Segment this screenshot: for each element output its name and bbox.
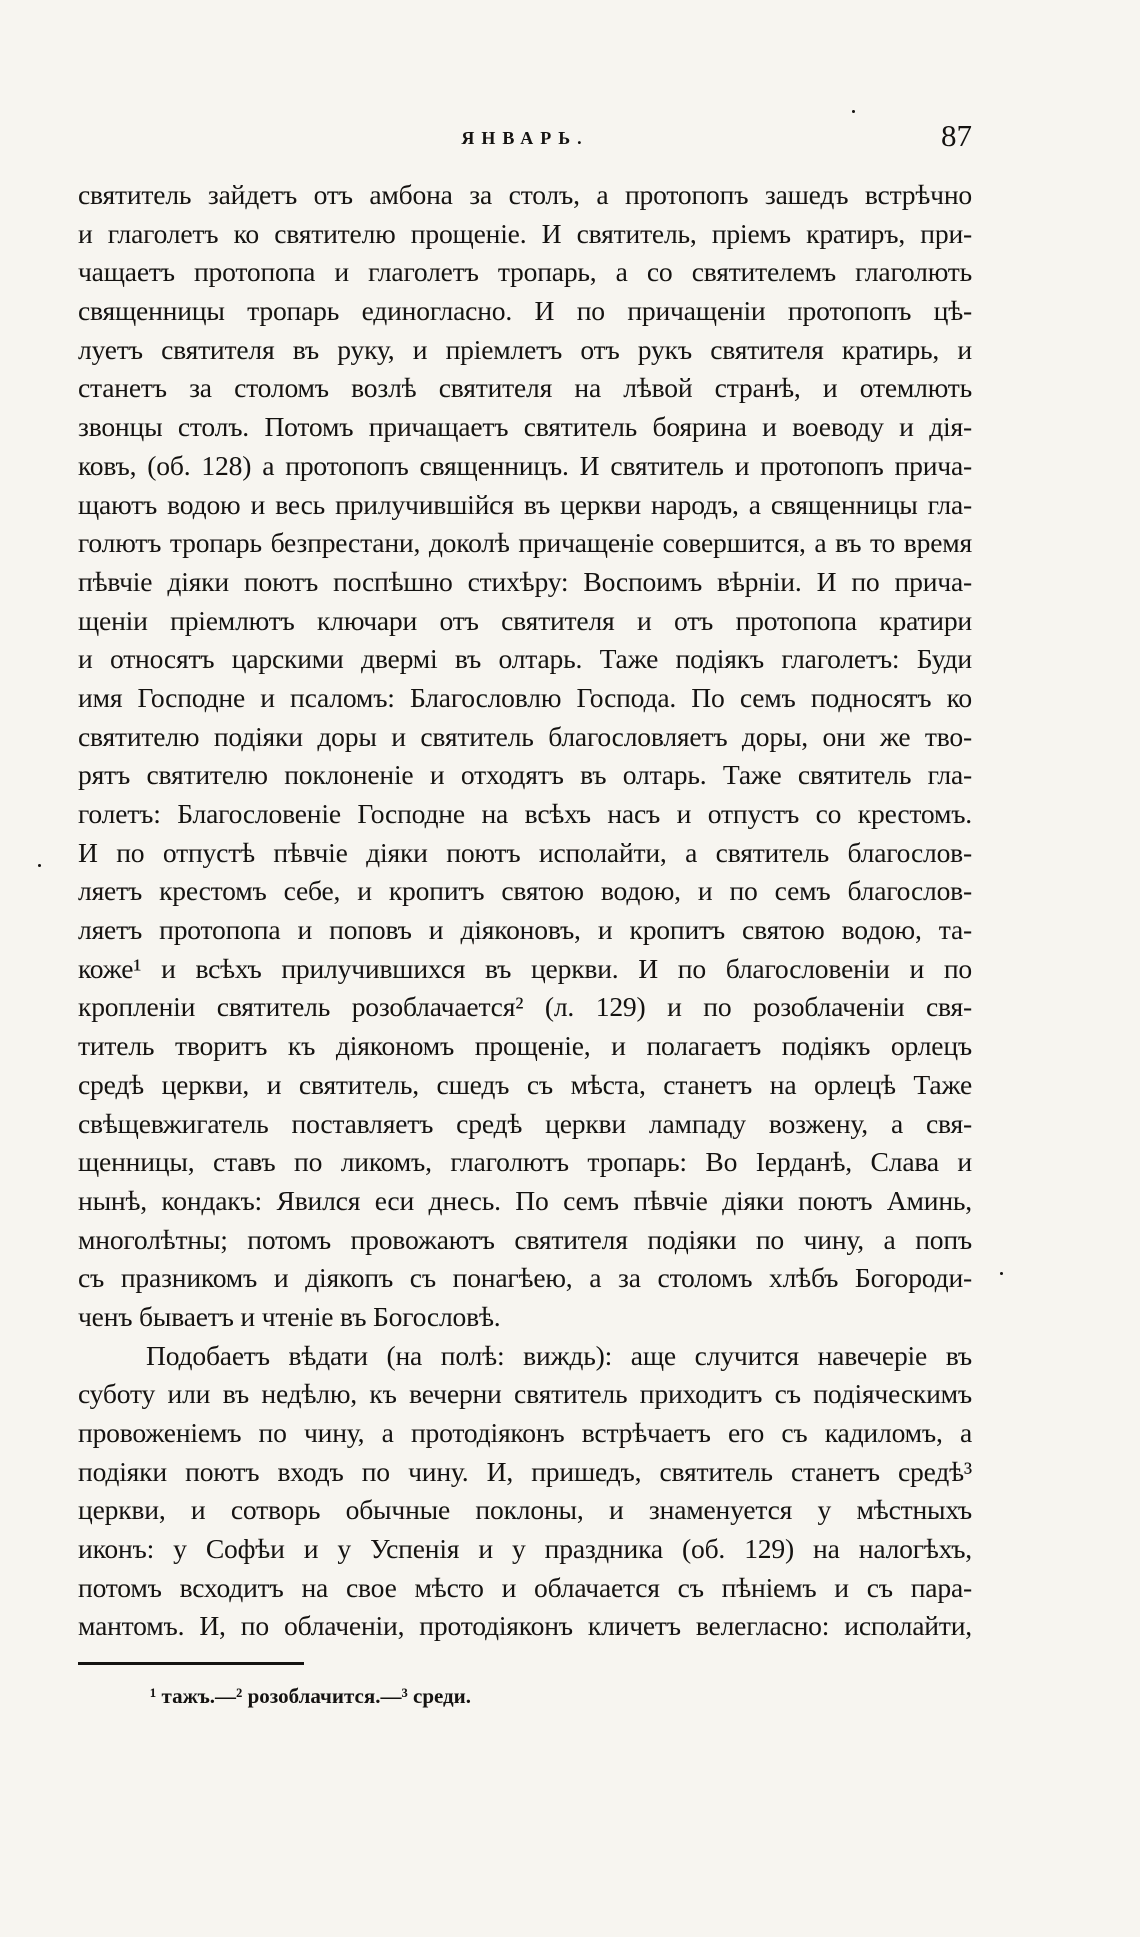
text-line: потомъ всходитъ на свое мѣсто и облачается съ пѣніемъ и съ пара- (78, 1571, 972, 1603)
page-header (78, 118, 972, 158)
running-title: ЯНВАРЬ. (461, 128, 589, 148)
footnote: ¹ тажъ.—² розоблачится.—³ среди. (150, 1684, 472, 1708)
text-line: многолѣтны; потомъ провожаютъ святителя подіяки по чину, а попъ (78, 1223, 972, 1255)
text-line: церкви, и сотворь обычные поклоны, и знаменуется у мѣстныхъ (78, 1494, 972, 1526)
ink-speck (1000, 1272, 1003, 1275)
text-line: голетъ: Благословеніе Господне на всѣхъ насъ и отпустъ со крестомъ. (78, 798, 972, 829)
text-line: средѣ церкви, и святитель, сшедъ съ мѣста, станетъ на орлецѣ Таже (78, 1068, 972, 1100)
text-line: провоженіемъ по чину, а протодіяконъ встрѣчаетъ его съ кадиломъ, а (78, 1417, 972, 1448)
text-line: И по отпустѣ пѣвчіе діяки поютъ исполайти, а святитель благослов- (78, 836, 972, 868)
text-line: имя Господне и псаломъ: Благословлю Господа. По семъ подносятъ ко (78, 681, 972, 713)
text-line: титель творитъ къ діякономъ прощеніе, и полагаетъ подіякъ орлецъ (78, 1030, 972, 1062)
text-line: станетъ за столомъ возлѣ святителя на лѣвой странѣ, и отемлють (78, 372, 972, 404)
paragraph (78, 176, 972, 1337)
text-line: щеніи пріемлютъ ключари отъ святителя и отъ протопопа кратири (78, 604, 972, 636)
text-line: свѣщевжигатель поставляетъ средѣ церкви лампаду возжену, а свя- (78, 1107, 972, 1139)
text-line: съ празникомъ и діякопъ съ понагѣею, а за столомъ хлѣбъ Богороди- (78, 1262, 972, 1294)
text-line: луетъ святителя въ руку, и пріемлетъ отъ рукъ святителя кратирь, и (78, 333, 972, 365)
body-text (78, 176, 972, 1646)
text-line: подіяки поютъ входъ по чину. И, пришедъ, святитель станетъ средѣ³ (78, 1455, 972, 1487)
text-line: пѣвчіе діяки поютъ поспѣшно стихѣру: Воспоимъ вѣрніи. И по прича- (78, 565, 972, 597)
text-line: святителю подіяки доры и святитель благословляетъ доры, они же тво- (78, 720, 972, 752)
text-line: Подобаетъ вѣдати (на полѣ: виждь): аще случится навечеріе въ (146, 1339, 972, 1371)
text-line: мантомъ. И, по облаченіи, протодіяконъ кличетъ велегласно: исполайти, (78, 1610, 972, 1642)
text-line: щаютъ водою и весь прилучившійся въ церкви народъ, а священницы гла- (78, 488, 972, 520)
text-line: ковъ, (об. 128) а протопопъ священницъ. И святитель и протопопъ прича- (78, 449, 972, 481)
text-line: иконъ: у Софѣи и у Успенія и у праздника (об. 129) на налогѣхъ, (78, 1533, 972, 1565)
text-line: кропленіи святитель розоблачается² (л. 129) и по розоблаченіи свя- (78, 991, 972, 1023)
page-number: 87 (941, 118, 972, 153)
text-line: нынѣ, кондакъ: Явился еси днесь. По семъ пѣвчіе діяки поютъ Аминь, (78, 1184, 972, 1216)
text-line: ляетъ крестомъ себе, и кропитъ святою водою, и по семъ благослов- (78, 875, 972, 907)
text-line: и глаголетъ ко святителю прощеніе. И святитель, пріемъ кратиръ, при- (78, 217, 972, 249)
footnote-rule (78, 1662, 304, 1665)
text-line: ченъ бываетъ и чтеніе въ Богословѣ. (78, 1300, 501, 1332)
text-line: священницы тропарь единогласно. И по причащеніи протопопъ цѣ- (78, 295, 972, 327)
text-line: ляетъ протопопа и поповъ и діяконовъ, и кропитъ святою водою, та- (78, 914, 972, 946)
text-line: рятъ святителю поклоненіе и отходятъ въ олтарь. Таже святитель гла- (78, 759, 972, 791)
text-line: щенницы, ставъ по ликомъ, глаголютъ тропарь: Во Іерданѣ, Слава и (78, 1146, 972, 1178)
text-line: коже¹ и всѣхъ прилучившихся въ церкви. И по благословеніи и по (78, 952, 972, 984)
text-line: голютъ тропарь безпрестани, доколѣ причащеніе совершится, а въ то время (78, 527, 972, 559)
text-line: святитель зайдетъ отъ амбона за столъ, а протопопъ зашедъ встрѣчно (78, 179, 972, 210)
paragraph (78, 1337, 972, 1647)
ink-speck (38, 864, 41, 867)
text-line: суботу или въ недѣлю, къ вечерни святитель приходитъ съ подіяческимъ (78, 1378, 972, 1410)
text-line: звонцы столъ. Потомъ причащаетъ святитель боярина и воеводу и дія- (78, 411, 972, 443)
text-line: чащаетъ протопопа и глаголетъ тропарь, а со святителемъ глаголють (78, 256, 972, 288)
ink-speck (852, 110, 855, 113)
text-line: и относятъ царскими двермі въ олтарь. Таже подіякъ глаголетъ: Буди (78, 643, 972, 675)
